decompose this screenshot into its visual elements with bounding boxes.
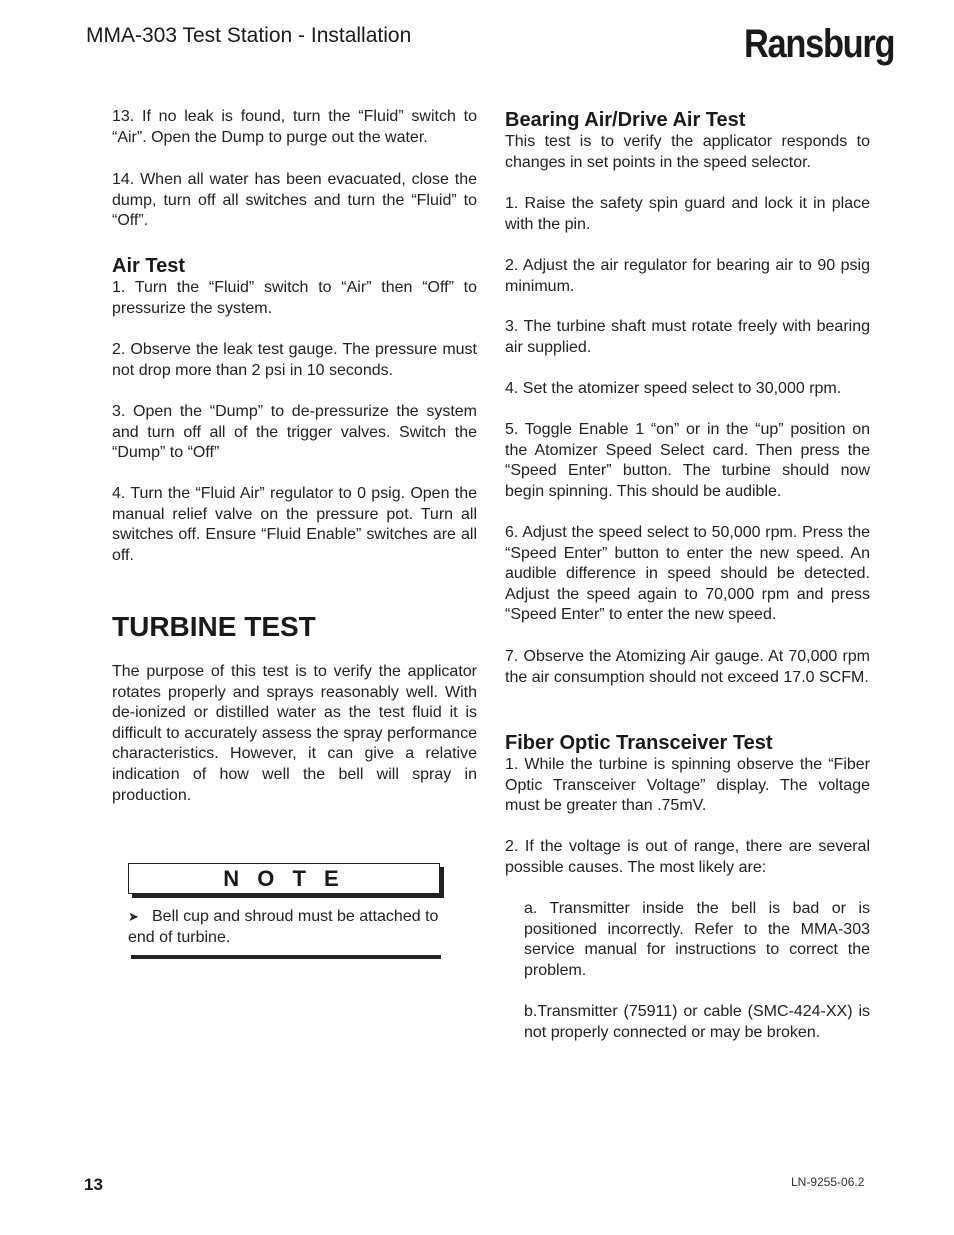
fiber-optic-heading: Fiber Optic Transceiver Test xyxy=(505,732,773,754)
bearing-step-2: 2. Adjust the air regulator for bearing air to 90 psig minimum. xyxy=(505,257,870,295)
bearing-step-4: 4. Set the atomizer speed select to 30,000 rpm. xyxy=(505,380,842,397)
fiber-cause-b: b.Transmitter (75911) or cable (SMC-424-XX) is not properly connected or may be broken. xyxy=(524,1003,870,1041)
bearing-step-3: 3. The turbine shaft must rotate freely with bearing air supplied. xyxy=(505,318,870,356)
air-step-4: 4. Turn the “Fluid Air” regulator to 0 psig. Open the manual relief valve on the pressure pot. Turn all switches off. Ensure “Fluid Enable” switches are all off. xyxy=(112,485,477,564)
air-step-1: 1. Turn the “Fluid” switch to “Air” then “Off” to pressurize the system. xyxy=(112,279,477,317)
bearing-step-5: 5. Toggle Enable 1 “on” or in the “up” position on the Atomizer Speed Select card. Then press the “Speed Enter” button. The turbine should now begin spinning. This should be audible. xyxy=(505,421,870,500)
header-title: MMA-303 Test Station - Installation xyxy=(86,24,412,47)
arrow-bullet-icon: ➤ xyxy=(128,909,139,924)
step-13: 13. If no leak is found, turn the “Fluid” switch to “Air”. Open the Dump to purge out the water. xyxy=(112,108,477,146)
fiber-step-2: 2. If the voltage is out of range, there are several possible causes. The most likely are: xyxy=(505,838,870,876)
fiber-step-1: 1. While the turbine is spinning observe the “Fiber Optic Transceiver Voltage” display. The voltage must be greater than .75mV. xyxy=(505,756,870,815)
bearing-step-7: 7. Observe the Atomizing Air gauge. At 70,000 rpm the air consumption should not exceed 17.0 SCFM. xyxy=(505,648,870,686)
note-label: N O T E xyxy=(223,866,345,891)
bearing-intro: This test is to verify the applicator responds to changes in set points in the speed selector. xyxy=(505,133,870,171)
page-number: 13 xyxy=(84,1175,103,1194)
bearing-step-1: 1. Raise the safety spin guard and lock it in place with the pin. xyxy=(505,195,870,233)
note-divider xyxy=(131,955,441,959)
air-test-heading: Air Test xyxy=(112,255,185,277)
note-text xyxy=(128,907,448,948)
air-step-3: 3. Open the “Dump” to de-pressurize the system and turn off all of the trigger valves. Switch the “Dump” to “Off” xyxy=(112,403,477,462)
turbine-intro: The purpose of this test is to verify the applicator rotates properly and sprays reasonably well. With de-ionized or distilled water as the test fluid it is difficult to accurately assess the spray performance characteristics. However, it can give a relative indication of how well the bell will spray in production. xyxy=(112,663,477,804)
fiber-cause-a: a. Transmitter inside the bell is bad or is positioned incorrectly. Refer to the MMA-303 service manual for instructions to correct the problem. xyxy=(524,900,870,979)
brand-logo: Ransburg xyxy=(744,22,895,66)
step-14: 14. When all water has been evacuated, close the dump, turn off all switches and turn the “Fluid” to “Off”. xyxy=(112,171,477,230)
air-step-2: 2. Observe the leak test gauge. The pressure must not drop more than 2 psi in 10 seconds. xyxy=(112,341,477,379)
document-number: LN-9255-06.2 xyxy=(791,1175,865,1189)
bearing-air-heading: Bearing Air/Drive Air Test xyxy=(505,109,746,131)
note-content: Bell cup and shroud must be attached to end of turbine. xyxy=(128,908,439,946)
turbine-test-heading: TURBINE TEST xyxy=(112,611,316,642)
note-box xyxy=(128,863,440,894)
bearing-step-6: 6. Adjust the speed select to 50,000 rpm. Press the “Speed Enter” button to enter the new speed. An audible difference in speed should be detected. Adjust the speed again to 70,000 rpm and press “Speed Enter” to enter the new speed. xyxy=(505,524,870,624)
